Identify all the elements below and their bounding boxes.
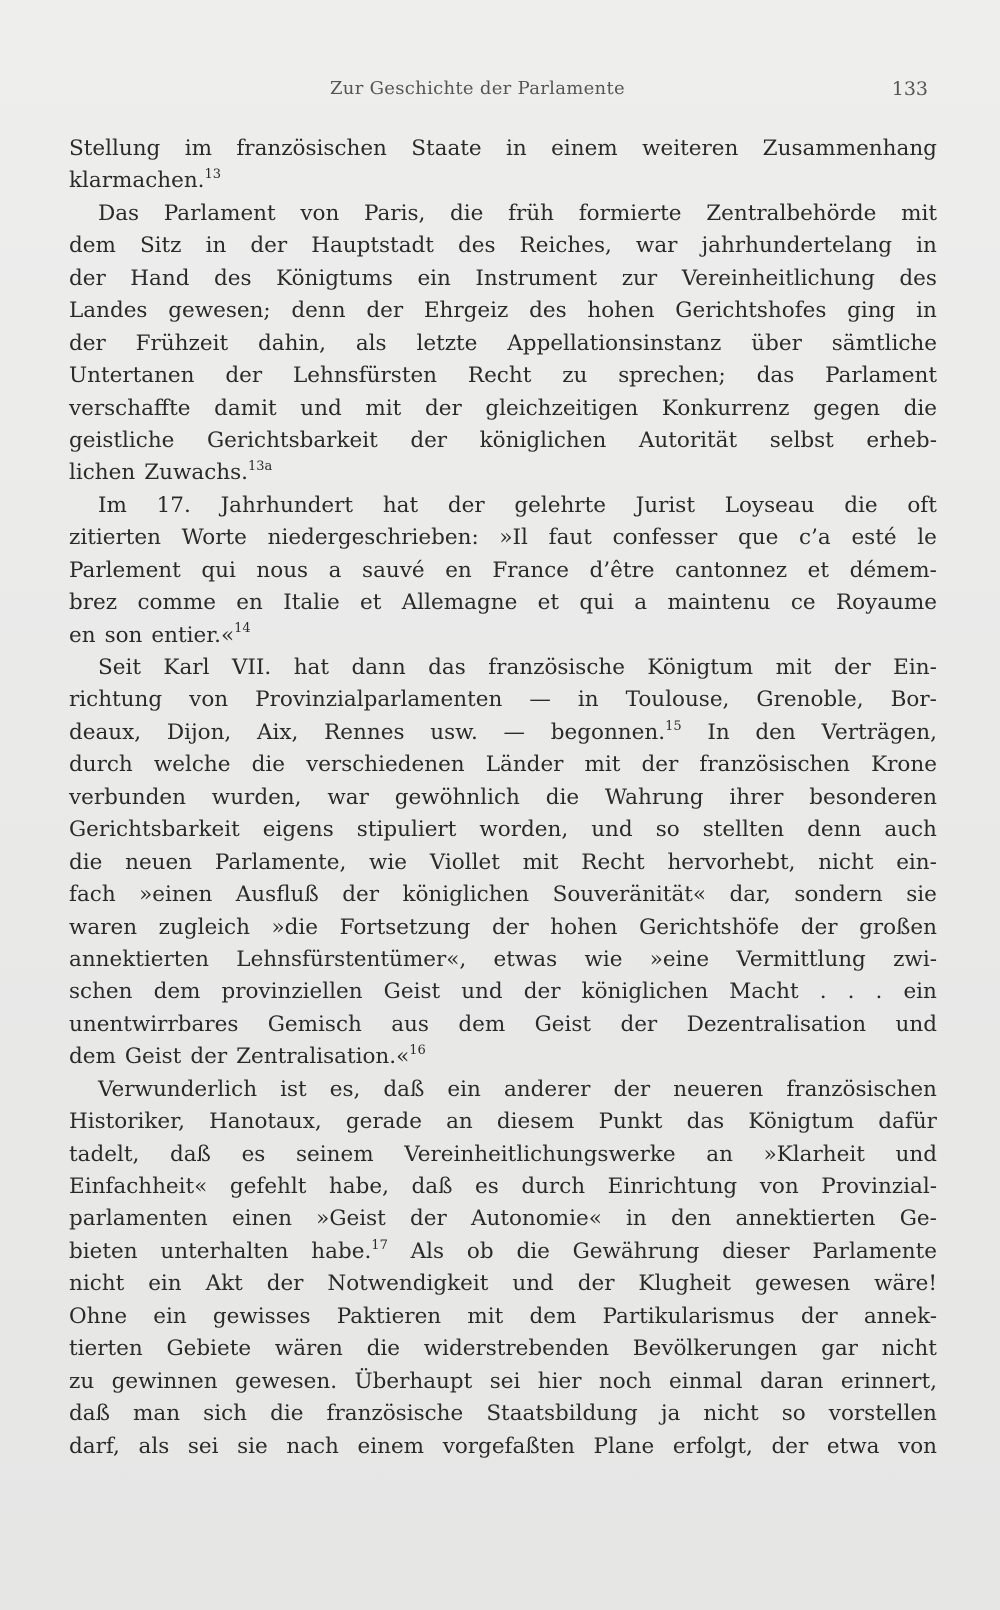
text-line: tadelt, daß es seinem Vereinheitlichungswerke an »Klarheit und bbox=[69, 1141, 937, 1167]
text-line: schen dem provinziellen Geist und der königlichen Macht . . . ein bbox=[69, 979, 937, 1005]
text-line: Das Parlament von Paris, die früh formierte Zentralbehörde mit bbox=[98, 200, 937, 226]
text-line: darf, als sei sie nach einem vorgefaßten Plane erfolgt, der etwa von bbox=[69, 1433, 937, 1459]
text-line: die neuen Parlamente, wie Viollet mit Recht hervorhebt, nicht ein- bbox=[69, 849, 937, 875]
text-line: daß man sich die französische Staatsbildung ja nicht so vorstellen bbox=[69, 1401, 937, 1427]
text-line: zitierten Worte niedergeschrieben: »Il faut confesser que c’a esté le bbox=[69, 525, 937, 551]
text-line: dem Sitz in der Hauptstadt des Reiches, war jahrhundertelang in bbox=[69, 233, 937, 259]
text-line: waren zugleich »die Fortsetzung der hohen Gerichtshöfe der großen bbox=[69, 914, 937, 940]
text-line: geistliche Gerichtsbarkeit der königlichen Autorität selbst erheb- bbox=[69, 427, 937, 453]
text-line: deaux, Dijon, Aix, Rennes usw. — begonnen.$^{15}$ In den Verträgen, bbox=[69, 718, 937, 745]
text-line: klarmachen.$^{13}$ bbox=[69, 167, 222, 194]
text-line: Gerichtsbarkeit eigens stipuliert worden, und so stellten denn auch bbox=[69, 817, 937, 843]
text-line: Verwunderlich ist es, daß ein anderer der neueren französischen bbox=[98, 1076, 937, 1102]
text-line: bieten unterhalten habe.$^{17}$ Als ob die Gewährung dieser Parlamente bbox=[69, 1237, 937, 1264]
text-line: Stellung im französischen Staate in einem weiteren Zusammenhang bbox=[69, 136, 937, 161]
running-title: Zur Geschichte der Parlamente bbox=[330, 78, 625, 99]
text-line: Landes gewesen; denn der Ehrgeiz des hohen Gerichtshofes ging in bbox=[69, 298, 937, 324]
text-line: unentwirrbares Gemisch aus dem Geist der Dezentralisation und bbox=[69, 1011, 937, 1037]
text-line: Historiker, Hanotaux, gerade an diesem Punkt das Königtum dafür bbox=[69, 1109, 937, 1135]
text-line: Untertanen der Lehnsfürsten Recht zu sprechen; das Parlament bbox=[69, 363, 937, 389]
text-line: en son entier.«$^{14}$ bbox=[69, 621, 251, 648]
text-line: fach »einen Ausfluß der königlichen Souveränität« dar, sondern sie bbox=[69, 882, 937, 908]
text-line: parlamenten einen »Geist der Autonomie« in den annektierten Ge- bbox=[69, 1206, 937, 1232]
text-line: Einfachheit« gefehlt habe, daß es durch Einrichtung von Provinzial- bbox=[69, 1174, 937, 1199]
text-line: brez comme en Italie et Allemagne et qui a maintenu ce Royaume bbox=[69, 590, 937, 616]
text-line: Im 17. Jahrhundert hat der gelehrte Jurist Loyseau die oft bbox=[98, 492, 937, 518]
running-head bbox=[0, 78, 1000, 108]
text-line: verbunden wurden, war gewöhnlich die Wahrung ihrer besonderen bbox=[69, 784, 937, 810]
page-number: 133 bbox=[891, 78, 928, 100]
text-line: Seit Karl VII. hat dann das französische Königtum mit der Ein- bbox=[98, 655, 937, 680]
text-line: lichen Zuwachs.$^{13a}$ bbox=[69, 459, 273, 486]
text-line: Ohne ein gewisses Paktieren mit dem Partikularismus der annek- bbox=[69, 1303, 937, 1329]
text-line: Parlement qui nous a sauvé en France d’être cantonnez et démem- bbox=[69, 557, 937, 583]
text-line: richtung von Provinzialparlamenten — in Toulouse, Grenoble, Bor- bbox=[69, 687, 937, 713]
text-line: der Frühzeit dahin, als letzte Appellationsinstanz über sämtliche bbox=[69, 330, 937, 356]
text-line: durch welche die verschiedenen Länder mit der französischen Krone bbox=[69, 752, 937, 778]
text-line: zu gewinnen gewesen. Überhaupt sei hier noch einmal daran erinnert, bbox=[69, 1368, 937, 1394]
text-line: tierten Gebiete wären die widerstrebenden Bevölkerungen gar nicht bbox=[69, 1336, 937, 1362]
text-line: annektierten Lehnsfürstentümer«, etwas wie »eine Vermittlung zwi- bbox=[69, 946, 937, 972]
body-text bbox=[69, 133, 937, 1463]
text-line: dem Geist der Zentralisation.«$^{16}$ bbox=[69, 1043, 426, 1070]
text-line: verschaffte damit und mit der gleichzeitigen Konkurrenz gegen die bbox=[69, 395, 937, 421]
text-line: der Hand des Königtums ein Instrument zur Vereinheitlichung des bbox=[69, 265, 937, 291]
text-line: nicht ein Akt der Notwendigkeit und der Klugheit gewesen wäre! bbox=[69, 1271, 937, 1297]
